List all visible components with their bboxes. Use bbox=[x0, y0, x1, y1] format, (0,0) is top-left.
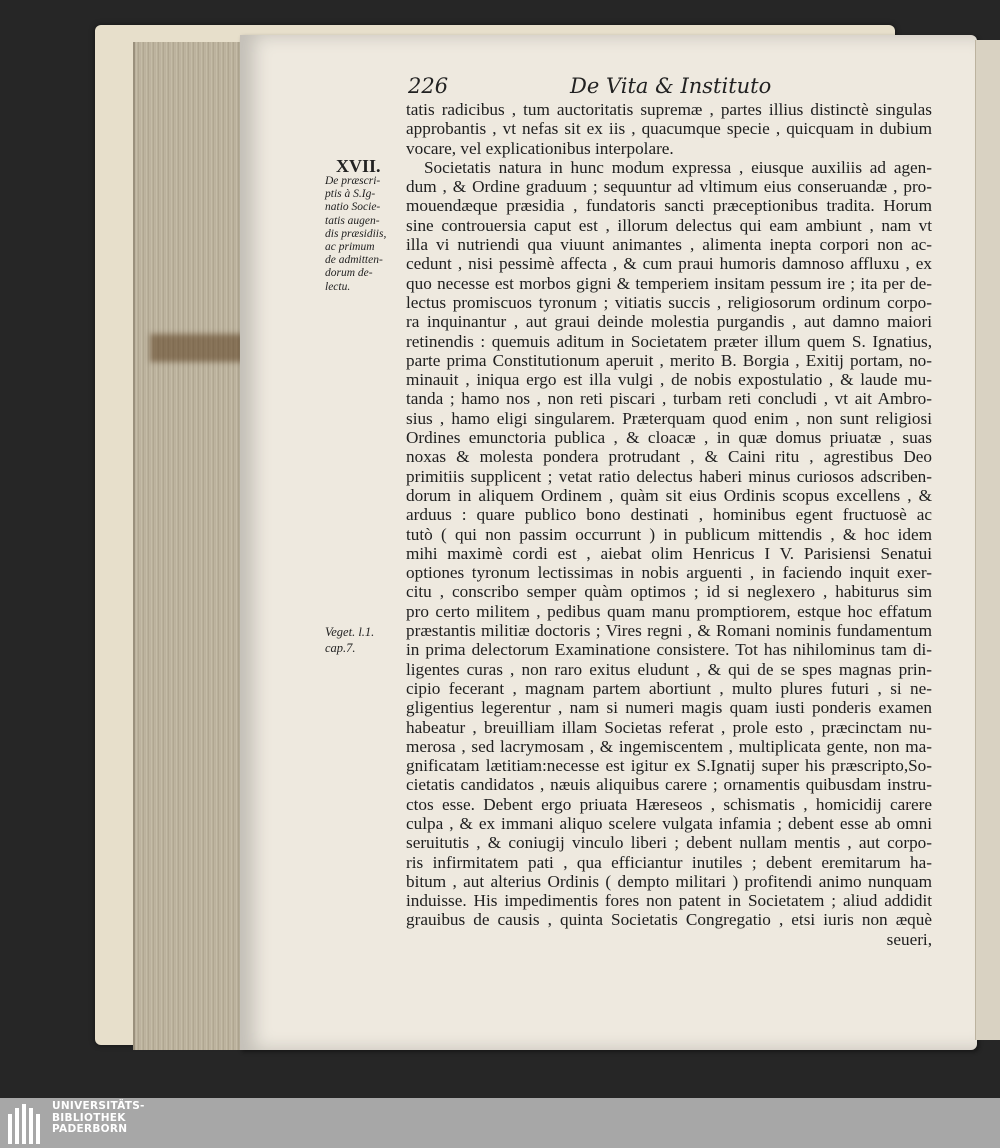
text-line: sine controuersia caput est , illorum delectus qui eam ambiunt , nam vt bbox=[406, 215, 932, 235]
next-page-edge bbox=[975, 40, 1000, 1040]
text-line: minauit , iniqua ergo est illa vulgi , de nobis expostulatio , & laude mu- bbox=[406, 370, 932, 390]
margin-ref-line: cap.7. bbox=[325, 641, 356, 655]
text-line: quo necesse est morbos gigni & temperiem insitam pessum ire ; ita per de- bbox=[406, 273, 932, 293]
text-line: tanda ; hamo nos , non reti piscari , turbam reti concludi , vt ait Ambro- bbox=[406, 389, 932, 409]
library-name-line: BIBLIOTHEK bbox=[52, 1111, 126, 1124]
text-line: Societatis natura in hunc modum expressa , eiusque auxiliis ad agen- bbox=[424, 157, 932, 177]
margin-note-line: tatis augen- bbox=[325, 214, 380, 227]
library-name-line: UNIVERSITÄTS- bbox=[52, 1100, 145, 1112]
text-line: retinendis : quemuis aditum in Societatem præter illum quem S. Ignatius, bbox=[406, 331, 932, 351]
text-line: pro certo militem , pedibus quam manu promptiorem, estque hoc effatum bbox=[406, 601, 932, 621]
text-line: seruitutis , & coniugij vinculo liberi ; debent nullam mentis , aut corpo- bbox=[406, 833, 932, 853]
text-line: induisse. His impedimentis fores non patent in Societatem ; aliud addidit bbox=[406, 891, 932, 911]
text-line: ra inquinantur , aut graui deinde molestia purgandis , aut damno maiori bbox=[406, 312, 932, 332]
body-text bbox=[406, 100, 932, 949]
text-line: ris infirmitatem pati , qua efficiantur inutiles ; debent eremitarum ha- bbox=[406, 852, 932, 872]
text-line: approbantis , vt nefas sit ex iis , quacumque specie , quicquam in dubium bbox=[406, 119, 932, 139]
text-line: merosa , sed lacrymosam , & ingemiscentem , multiplicata gente, non ma- bbox=[406, 736, 932, 756]
text-line: tutò ( qui non passim occurrunt ) in publicum mittendis , & hoc idem bbox=[406, 524, 932, 544]
text-line: arduus : quare publico bono destinati , hominibus egent fructuosè ac bbox=[406, 505, 932, 525]
margin-note-line: De præscri- bbox=[325, 175, 381, 187]
text-line: culpa , & ex immani aliquo scelere vulgata infamia ; debent esse ab omni bbox=[406, 813, 932, 833]
text-line: præstantis militiæ doctoris ; Vires regni , & Romani nominis fundamentum bbox=[406, 621, 932, 641]
text-line: bitum , aut alterius Ordinis ( dempto militari ) profitendi animo nunquam bbox=[406, 871, 932, 891]
library-name bbox=[52, 1101, 145, 1136]
page-stain bbox=[150, 334, 245, 362]
text-line: illa vi nutriendi qua viuunt animantes , alimenta inepta corpori non ac- bbox=[406, 235, 932, 255]
margin-note bbox=[325, 175, 403, 294]
text-line: Ordines emunctoria publica , & cloacæ , in quæ domus priuatæ , suas bbox=[406, 428, 932, 448]
margin-note-line: dorum de- bbox=[325, 267, 373, 280]
margin-note-line: de admitten- bbox=[325, 254, 383, 267]
text-line: gligentius legerentur , nam si numeri magis quam iusti ponderis examen bbox=[406, 698, 932, 718]
section-number: XVII. bbox=[336, 156, 381, 176]
text-line: primitiis supplicent ; vetat ratio delectus haberi minus curiosos adscriben- bbox=[406, 466, 932, 486]
text-line: cipio fecerant , magnam partem abortiunt , multo plures futuri , si ne- bbox=[406, 678, 932, 698]
margin-note-line: ptis à S.Ig- bbox=[325, 188, 376, 201]
text-line: parte prima Constitutionum aperuit , merito B. Borgia , Exitij portam, no- bbox=[406, 350, 932, 370]
text-line: vocare, vel explicationibus interpolare. bbox=[406, 138, 674, 158]
page-edges bbox=[133, 42, 251, 1050]
margin-note-line: natio Socie- bbox=[325, 201, 381, 214]
library-name-line: PADERBORN bbox=[52, 1123, 128, 1135]
footer-bar bbox=[0, 1098, 1000, 1148]
text-line: cietatis candidatos , næuis aliquibus carere ; ornamentis quibusdam instru- bbox=[406, 775, 932, 795]
text-line: citu , conscribo semper quàm optimos ; id si neglexero , habiturus sim bbox=[406, 582, 932, 602]
text-line: habeatur , breuilliam illam Societas referat , prole esto , præcinctam nu- bbox=[406, 717, 932, 737]
text-line: lectus promiscuos tyronum ; vitiatis succis , religiosorum ordinum corpo- bbox=[406, 292, 932, 312]
text-line: grauibus de causis , quinta Societatis Congregatio , etsi iuris non æquè bbox=[406, 910, 932, 930]
text-line: noxas & molesta pondera protrudant , & Caini ritu , agrestibus Deo bbox=[406, 447, 932, 467]
text-line: dorum in aliquem Ordinem , quàm sit eius Ordinis scopus excellens , & bbox=[406, 485, 932, 505]
margin-reference bbox=[325, 624, 395, 656]
text-line: mihi maximè cordi est , aiebat olim Henricus I V. Parisiensi Senatui bbox=[406, 543, 932, 563]
text-line: ligentes curas , non raro exitus eludunt , & qui de se spes magnas prin- bbox=[406, 659, 932, 679]
text-line: cedunt , nisi pessimè affecta , & cum praui humoris damnoso affluxu , ex bbox=[406, 254, 932, 274]
running-title: De Vita & Instituto bbox=[570, 74, 772, 98]
text-line: ctos esse. Debent ergo priuata Hæreseos , schismatis , homicidij carere bbox=[406, 794, 932, 814]
margin-note-line: lectu. bbox=[325, 280, 351, 293]
text-line: tatis radicibus , tum auctoritatis supremæ , partes illius distinctè singulas bbox=[406, 100, 932, 119]
text-line: gnificatam lætitiam:necesse est igitur ex S.Ignatij super his præscripto,So- bbox=[406, 756, 932, 776]
text-line: dum , & Ordine graduum ; sequuntur ad vltimum eius conseruandæ , pro- bbox=[406, 177, 932, 197]
page-header bbox=[408, 74, 968, 100]
text-line: mouendæque præsidia , fundatoris sancti præceptionibus tradita. Horum bbox=[406, 196, 932, 216]
text-line: seueri, bbox=[886, 929, 932, 949]
library-logo-icon bbox=[8, 1102, 48, 1144]
margin-ref-line: Veget. l.1. bbox=[325, 625, 375, 639]
page-number: 226 bbox=[408, 74, 449, 98]
margin-note-line: dis præsidiis, bbox=[325, 227, 387, 240]
margin-note-line: ac primum bbox=[325, 241, 375, 254]
text-line: optiones tyronum lectissimas in nobis arguenti , in faciendo inquit exer- bbox=[406, 563, 932, 583]
text-line: sius , hamo eligi singularem. Præterquam quod enim , non sunt religiosi bbox=[406, 408, 932, 428]
text-line: in prima delectorum Examinatione consistere. Tot has nihilominus tam di- bbox=[406, 640, 932, 660]
